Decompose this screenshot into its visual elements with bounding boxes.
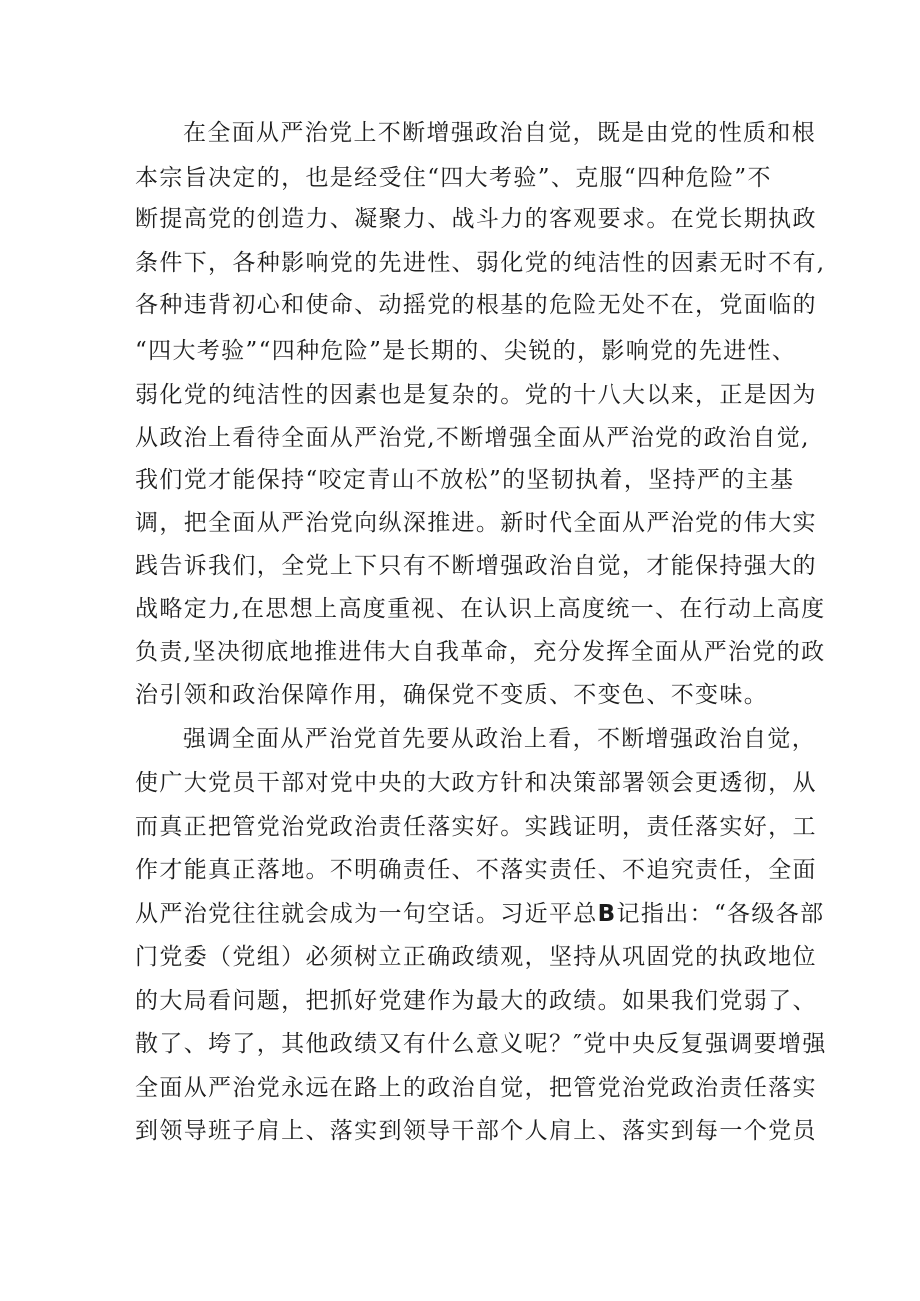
paragraph-2-line-1: 强调全面从严治党首先要从政治上看，不断增强政治自觉， xyxy=(183,726,817,752)
line-5-text-before: 从严治党往往就会成为一句空话。习近平总 xyxy=(135,901,598,927)
paragraph-1-line-13: 负责,坚决彻底地推进伟大自我革命，充分发挥全面从严治党的政 xyxy=(135,639,826,665)
paragraph-2-line-7: 的大局看问题，把抓好党建作为最大的政绩。如果我们党弱了、 xyxy=(135,988,817,1014)
paragraph-1-line-14: 治引领和政治保障作用，确保党不变质、不变色、不变味。 xyxy=(135,682,769,708)
paragraph-2-line-2: 使广大党员干部对党中央的大政方针和决策部署领会更透彻，从 xyxy=(135,770,817,796)
paragraph-1-line-4: 条件下，各种影响党的先进性、弱化党的纯洁性的因素无时不有, xyxy=(135,250,826,276)
stray-b-glyph: B xyxy=(597,901,617,927)
paragraph-1-line-11: 践告诉我们，全党上下只有不断增强政治自觉，才能保持强大的 xyxy=(135,553,817,579)
paragraph-2-line-10: 到领导班子肩上、落实到领导干部个人肩上、落实到每一个党员 xyxy=(135,1118,817,1144)
paragraph-2-line-8: 散了、垮了，其他政绩又有什么意义呢？″党中央反复强调要增强 xyxy=(135,1031,827,1057)
paragraph-2-line-9: 全面从严治党永远在路上的政治自觉，把管党治党政治责任落实 xyxy=(135,1075,817,1101)
paragraph-1-line-5: 各种违背初心和使命、动摇党的根基的危险无处不在，党面临的 xyxy=(135,292,817,318)
paragraph-1-line-1: 在全面从严治党上不断增强政治自觉，既是由党的性质和根 xyxy=(183,120,817,146)
paragraph-2-line-5 xyxy=(135,899,824,929)
paragraph-1-line-8: 从政治上看待全面从严治党,不断增强全面从严治党的政治自觉, xyxy=(135,425,810,451)
paragraph-2-line-3: 而真正把管党治党政治责任落实好。实践证明，责任落实好，工 xyxy=(135,814,817,840)
paragraph-1-line-2: 本宗旨决定的，也是经受住“四大考验”、克服“四种危险”不 xyxy=(135,165,772,191)
paragraph-1-line-9: 我们党才能保持“咬定青山不放松”的坚韧执着，坚持严的主基 xyxy=(135,467,795,493)
paragraph-1-line-3: 断提高党的创造力、凝聚力、战斗力的客观要求。在党长期执政 xyxy=(135,206,817,232)
paragraph-2-line-6: 门党委（党组）必须树立正确政绩观，坚持从巩固党的执政地位 xyxy=(135,944,817,970)
paragraph-1-line-10: 调，把全面从严治党向纵深推进。新时代全面从严治党的伟大实 xyxy=(135,510,817,536)
paragraph-2-line-4: 作才能真正落地。不明确责任、不落实责任、不追究责任，全面 xyxy=(135,857,817,883)
line-5-text-after: 记指出：“各级各部 xyxy=(616,901,825,927)
paragraph-1-line-7: 弱化党的纯洁性的因素也是复杂的。党的十八大以来，正是因为 xyxy=(135,382,817,408)
paragraph-1-line-12: 战略定力,在思想上高度重视、在认识上高度统一、在行动上高度 xyxy=(135,596,826,622)
paragraph-1-line-6: “四大考验”“四种危险”是长期的、尖锐的，影响党的先进性、 xyxy=(135,338,797,364)
